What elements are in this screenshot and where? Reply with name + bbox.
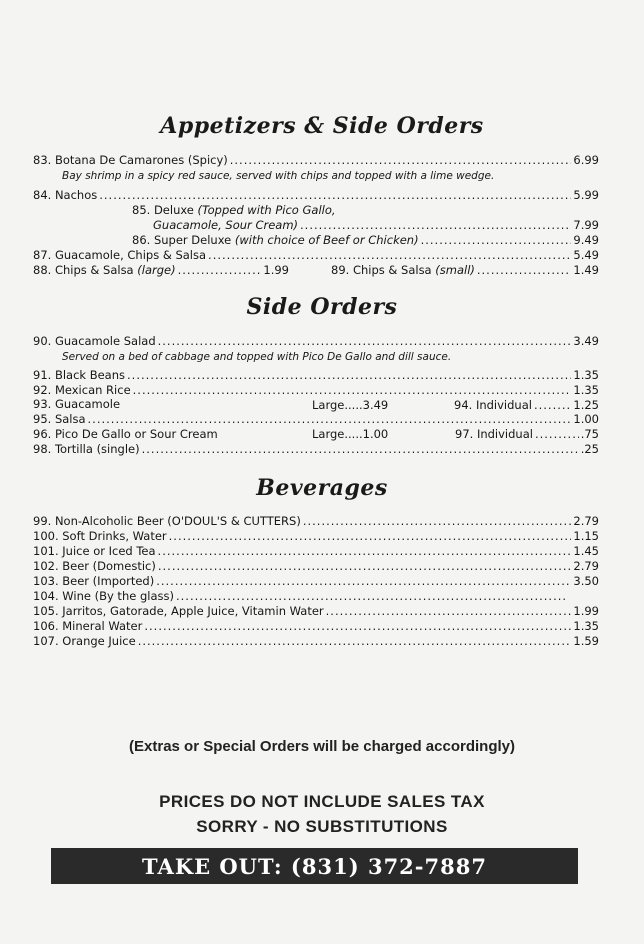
item-price: 2.79 [573, 514, 599, 528]
takeout-phone-banner: TAKE OUT: (831) 372-7887 [51, 848, 578, 884]
leader-dots [99, 188, 571, 203]
menu-item-96-large: Large.....1.00 [312, 427, 389, 441]
item-size: (large) [137, 263, 176, 277]
item-price: 9.49 [573, 233, 599, 247]
item-price: .75 [580, 427, 599, 441]
menu-item-97 [455, 427, 599, 442]
item-name: 95. Salsa [33, 412, 86, 426]
menu-item-86 [132, 233, 599, 248]
menu-item-99 [33, 514, 599, 529]
item-name: 85. Deluxe [132, 203, 194, 217]
leader-dots [169, 529, 572, 544]
item-description-90: Served on a bed of cabbage and topped with Pico De Gallo and dill sauce. [62, 351, 452, 363]
item-price: 1.99 [573, 604, 599, 618]
item-name: 98. Tortilla (single) [33, 442, 140, 456]
item-price: .25 [580, 442, 599, 456]
item-price: 1.49 [573, 263, 599, 277]
item-price: 3.49 [573, 334, 599, 348]
menu-item-107 [33, 634, 599, 649]
leader-dots [176, 589, 566, 604]
item-name: 104. Wine (By the glass) [33, 589, 174, 603]
leader-dots [535, 427, 579, 442]
menu-item-90 [33, 334, 599, 349]
menu-item-102 [33, 559, 599, 574]
beverages-heading: Beverages [256, 475, 388, 501]
item-price: 3.50 [573, 574, 599, 588]
menu-item-85 [153, 218, 599, 233]
leader-dots [156, 574, 571, 589]
leader-dots [158, 559, 572, 574]
leader-dots [208, 248, 571, 263]
leader-dots [477, 263, 572, 278]
no-substitutions-note: SORRY - NO SUBSTITUTIONS [196, 817, 448, 836]
item-name: 86. Super Deluxe [132, 233, 232, 247]
menu-item-93-large: Large.....3.49 [312, 398, 389, 412]
leader-dots [303, 514, 572, 529]
side-orders-heading: Side Orders [246, 294, 398, 320]
leader-dots [138, 634, 572, 649]
menu-item-87 [33, 248, 599, 263]
menu-item-84 [33, 188, 599, 203]
item-price: 1.35 [573, 383, 599, 397]
item-price: 5.49 [573, 248, 599, 262]
item-price: 7.99 [573, 218, 599, 232]
item-name: 97. Individual [455, 427, 533, 441]
menu-item-103 [33, 574, 599, 589]
leader-dots [300, 218, 571, 233]
item-detail: (Topped with Pico Gallo, [197, 203, 336, 217]
menu-item-94 [454, 398, 599, 413]
item-name: 106. Mineral Water [33, 619, 143, 633]
appetizers-heading: Appetizers & Side Orders [160, 113, 484, 139]
item-size: (small) [435, 263, 475, 277]
item-name: 84. Nachos [33, 188, 98, 202]
item-detail: (with choice of Beef or Chicken) [234, 233, 419, 247]
menu-item-92 [33, 383, 599, 398]
menu-item-88 [33, 263, 289, 278]
menu-item-83 [33, 153, 599, 168]
sales-tax-note: PRICES DO NOT INCLUDE SALES TAX [159, 792, 485, 811]
item-name: 103. Beer (Imported) [33, 574, 155, 588]
menu-item-93: 93. Guacamole [33, 397, 121, 411]
leader-dots [421, 233, 572, 248]
leader-dots [534, 398, 571, 413]
leader-dots [158, 334, 572, 349]
leader-dots [326, 604, 572, 619]
item-price: 1.99 [263, 263, 289, 277]
leader-dots [127, 368, 571, 383]
item-name: 102. Beer (Domestic) [33, 559, 156, 573]
menu-item-96: 96. Pico De Gallo or Sour Cream [33, 427, 218, 441]
leader-dots [158, 544, 572, 559]
item-price: 1.45 [573, 544, 599, 558]
item-price: 1.35 [573, 368, 599, 382]
item-name: 89. Chips & Salsa [331, 263, 432, 277]
leader-dots [133, 383, 572, 398]
menu-item-105 [33, 604, 599, 619]
item-price: 5.99 [573, 188, 599, 202]
item-price: 1.15 [573, 529, 599, 543]
item-name: 105. Jarritos, Gatorade, Apple Juice, Vitamin Water [33, 604, 324, 618]
item-price: 2.79 [573, 559, 599, 573]
item-price: 1.25 [573, 398, 599, 412]
leader-dots [88, 412, 572, 427]
menu-item-95 [33, 412, 599, 427]
item-name: 92. Mexican Rice [33, 383, 131, 397]
item-price: 1.59 [573, 634, 599, 648]
item-name: 101. Juice or Iced Tea [33, 544, 156, 558]
item-name: 87. Guacamole, Chips & Salsa [33, 248, 207, 262]
menu-item-100 [33, 529, 599, 544]
item-detail: Guacamole, Sour Cream) [153, 218, 299, 232]
item-name: 90. Guacamole Salad [33, 334, 156, 348]
item-description-83: Bay shrimp in a spicy red sauce, served with chips and topped with a lime wedge. [62, 170, 495, 182]
leader-dots [144, 619, 571, 634]
menu-item-91 [33, 368, 599, 383]
item-price: 6.99 [573, 153, 599, 167]
item-price: 1.35 [573, 619, 599, 633]
item-name: 107. Orange Juice [33, 634, 136, 648]
menu-item-89 [331, 263, 599, 278]
item-name: 91. Black Beans [33, 368, 126, 382]
leader-dots [178, 263, 262, 278]
extras-note: (Extras or Special Orders will be charged accordingly) [129, 738, 515, 755]
menu-item-106 [33, 619, 599, 634]
item-name: 94. Individual [454, 398, 532, 412]
item-price: 1.00 [573, 412, 599, 426]
menu-item-85-line1 [132, 203, 336, 218]
menu-item-101 [33, 544, 599, 559]
item-name: 88. Chips & Salsa [33, 263, 134, 277]
menu-item-98 [33, 442, 599, 457]
leader-dots [142, 442, 579, 457]
item-name: 99. Non-Alcoholic Beer (O'DOUL'S & CUTTERS) [33, 514, 301, 528]
item-name: 100. Soft Drinks, Water [33, 529, 167, 543]
leader-dots [230, 153, 572, 168]
item-name: 83. Botana De Camarones (Spicy) [33, 153, 228, 167]
menu-item-104 [33, 589, 568, 604]
